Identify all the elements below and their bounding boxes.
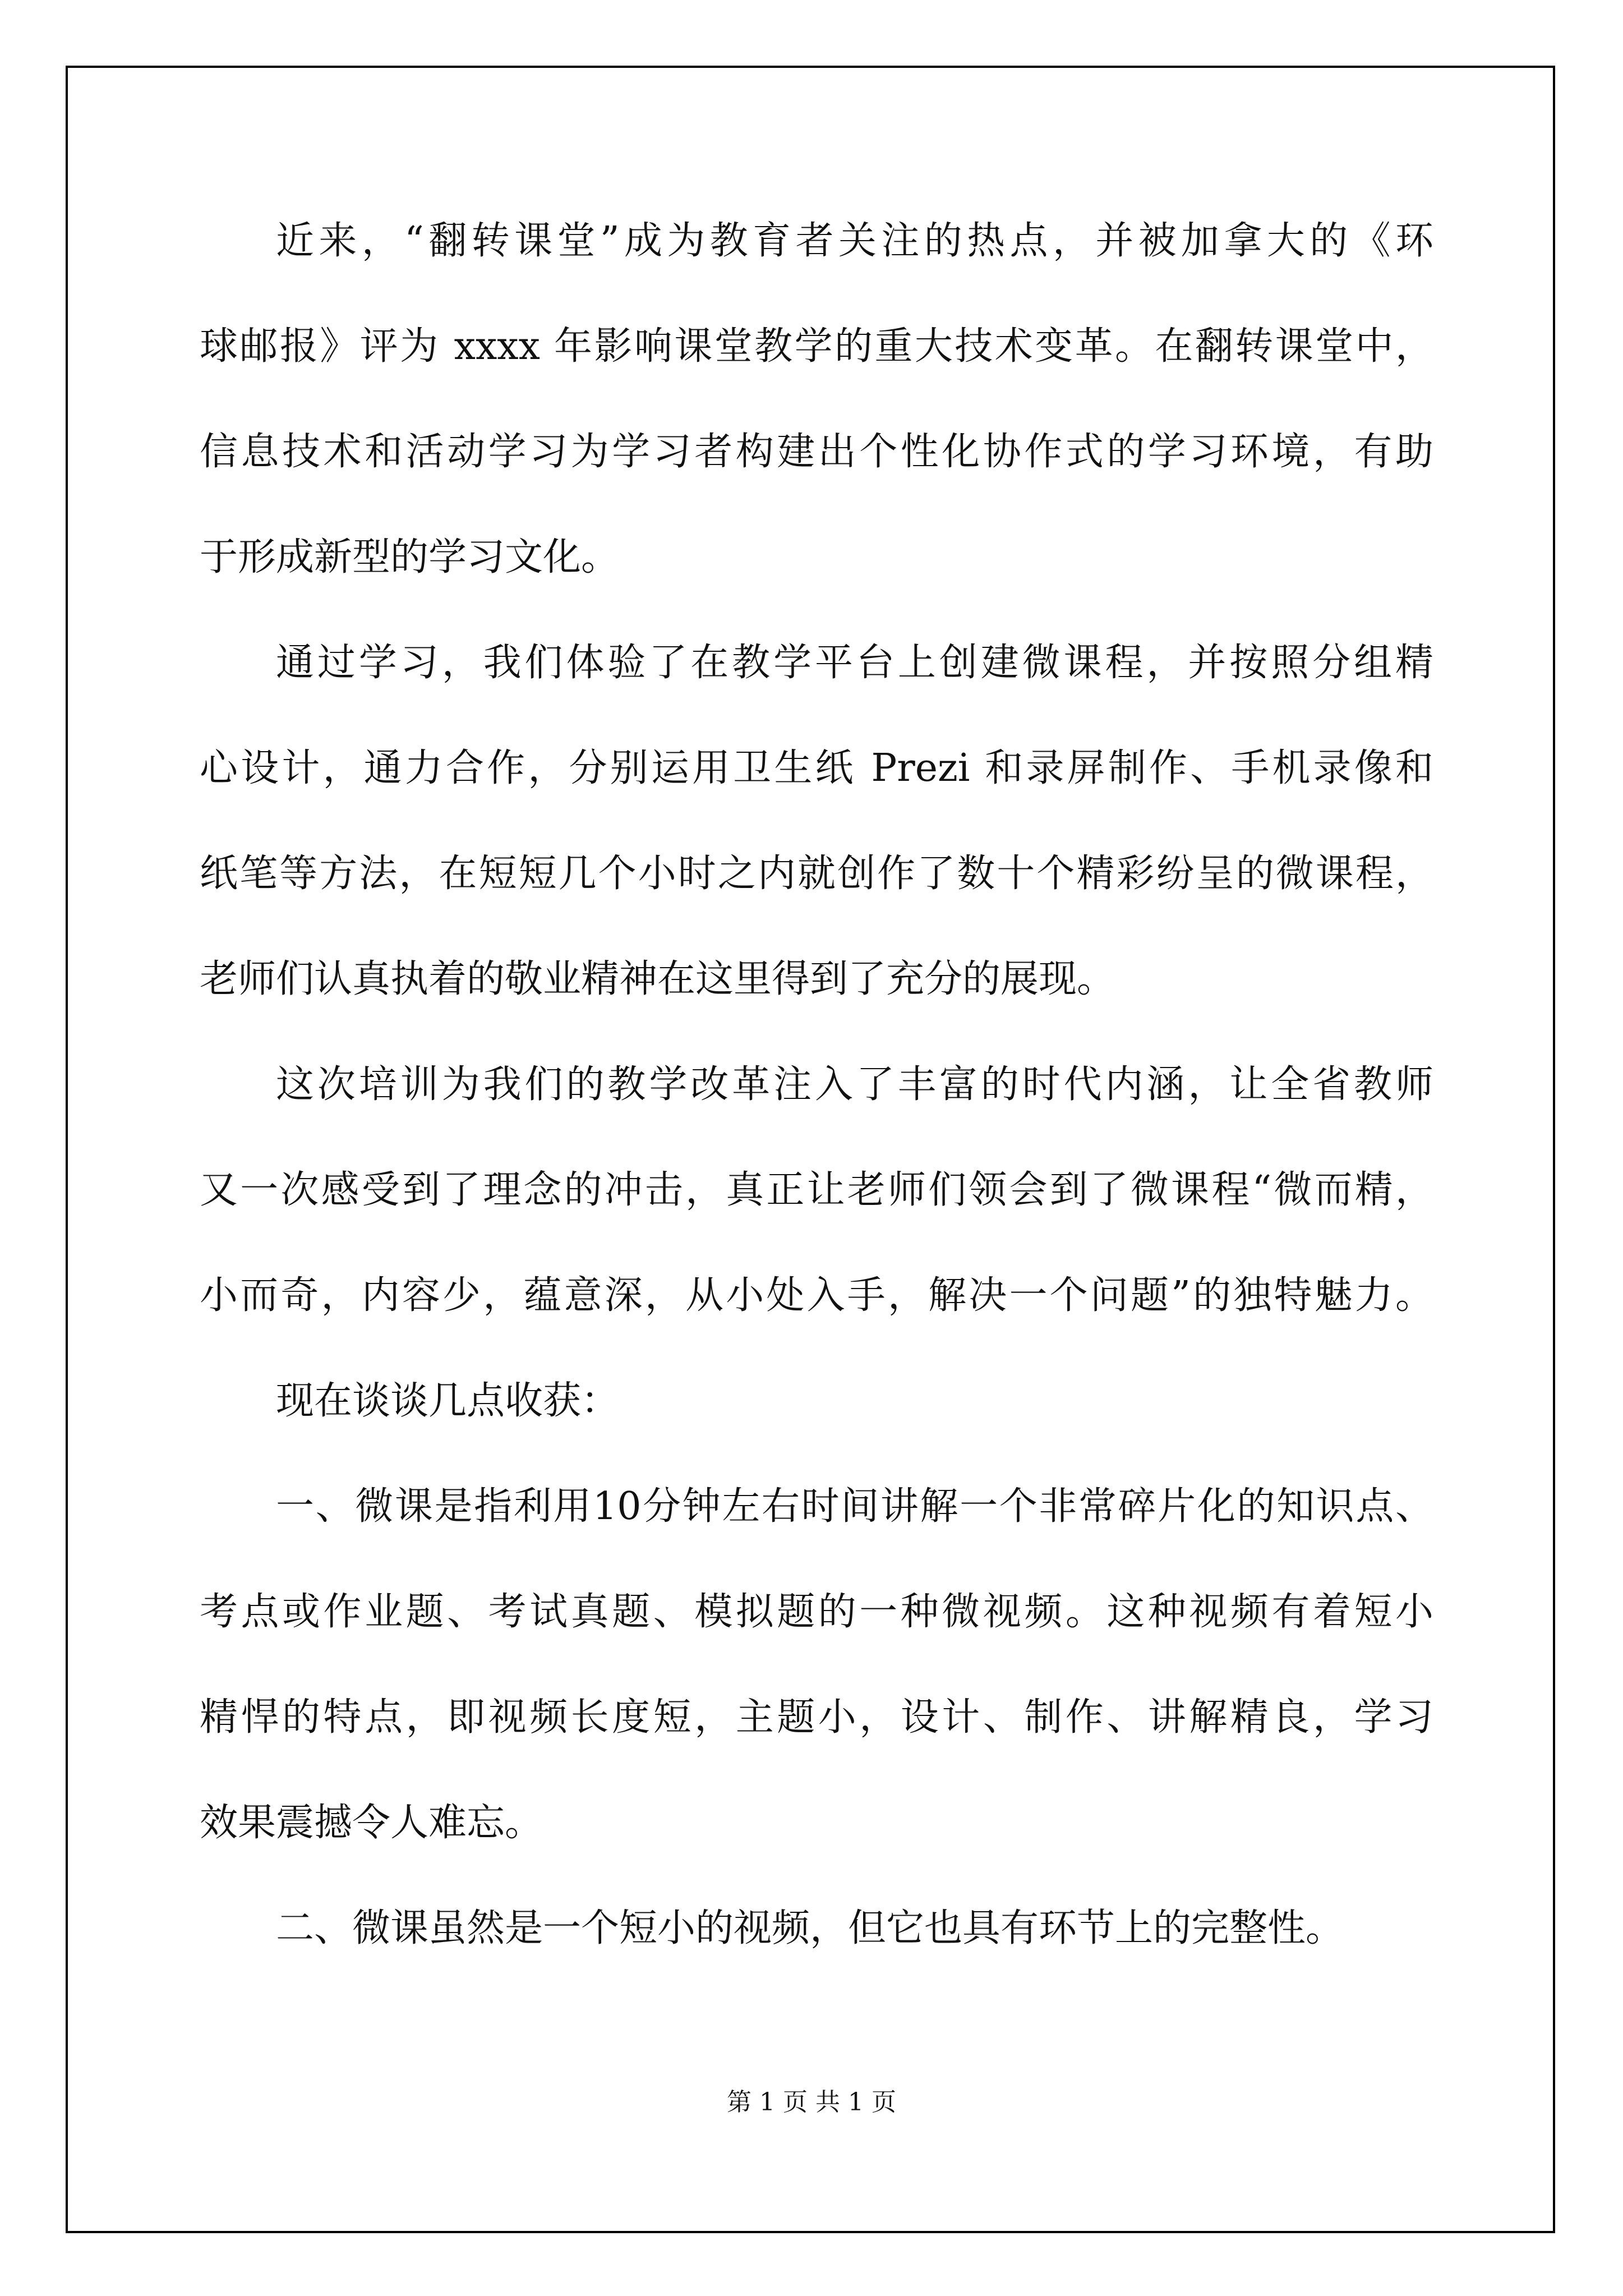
page-footer: 第 1 页 共 1 页 [727,2088,896,2116]
text-line: 于形成新型的学习文化。 [200,535,620,579]
text-line: 效果震撼令人难忘。 [200,1801,543,1845]
text-line: 一、微课是指利用10分钟左右时间讲解一个非常碎片化的知识点、 [276,1484,1433,1529]
text-line: 老师们认真执着的敬业精神在这里得到了充分的展现。 [200,957,1115,1001]
text-line: 考点或作业题、考试真题、模拟题的一种微视频。这种视频有着短小 [200,1590,1433,1634]
document-body [200,213,1433,2006]
text-line: 小而奇，内容少，蕴意深，从小处入手，解决一个问题”的独特魅力。 [200,1273,1433,1318]
text-line: 纸笔等方法，在短短几个小时之内就创作了数十个精彩纷呈的微课程， [200,852,1433,896]
text-line: 近来，“翻转课堂”成为教育者关注的热点，并被加拿大的《环 [276,219,1433,263]
text-line: 信息技术和活动学习为学习者构建出个性化协作式的学习环境，有助 [200,430,1433,474]
text-line: 精悍的特点，即视频长度短，主题小，设计、制作、讲解精良，学习 [200,1695,1433,1740]
text-line: 心设计，通力合作，分别运用卫生纸 Prezi 和录屏制作、手机录像和 [200,746,1433,790]
text-line: 这次培训为我们的教学改革注入了丰富的时代内涵，让全省教师 [276,1062,1433,1107]
text-line: 球邮报》评为 xxxx 年影响课堂教学的重大技术变革。在翻转课堂中， [200,324,1433,369]
text-line: 又一次感受到了理念的冲击，真正让老师们领会到了微课程“微而精， [200,1168,1433,1212]
text-line: 二、微课虽然是一个短小的视频，但它也具有环节上的完整性。 [276,1906,1344,1950]
text-line: 现在谈谈几点收获： [276,1379,620,1423]
text-line: 通过学习，我们体验了在教学平台上创建微课程，并按照分组精 [276,641,1433,685]
